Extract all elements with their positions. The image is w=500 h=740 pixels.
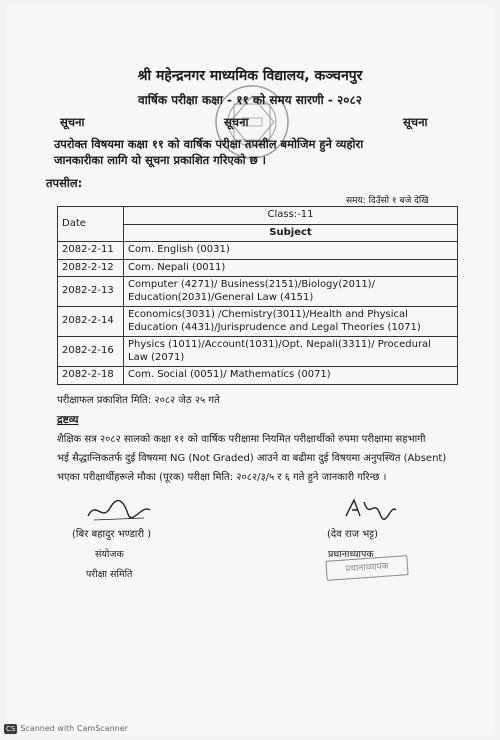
exam-timetable [57,206,458,385]
notice-label-left: सूचना [60,115,85,129]
notice-label-right: सूचना [403,115,428,129]
exam-subject: Physics (1011)/Account(1031)/Opt. Nepali(3311)/ Procedural Law (2071) [124,337,458,367]
note-heading: द्रष्टव्य [57,414,79,426]
intro-line-1: उपरोक्त विषयमा कक्षा ११ को वार्षिक परीक्षा तपसील बमोजिम हुने व्यहोरा [54,137,364,151]
coordinator-signature-icon [84,496,154,524]
table-row [58,367,458,385]
table-row [58,242,458,260]
exam-subject: Com. Social (0051)/ Mathematics (0071) [124,367,458,385]
subject-column-header: Subject [124,224,458,242]
class-header: Class:-11 [124,207,458,225]
notice-label-center: सूचना [224,115,249,129]
exam-date: 2082-2-18 [58,367,124,385]
exam-subject: Economics(3031) /Chemistry(3011)/Health and Physical Education (4431)/Jurisprudence and Legal Theories (1071) [124,307,458,337]
exam-schedule-title: वार्षिक परीक्षा कक्षा - ११ को समय सारणी - २०८२ [138,93,362,107]
principal-signature-icon [340,494,400,522]
exam-date: 2082-2-14 [58,307,124,337]
exam-subject: Com. English (0031) [124,242,458,260]
exam-date: 2082-2-16 [58,337,124,367]
date-column-header: Date [58,207,124,242]
exam-subject: Computer (4271)/ Business(2151)/Biology(2011)/ Education(2031)/General Law (4151) [124,277,458,307]
coordinator-role: संयोजक [95,549,124,560]
exam-subject: Com. Nepali (0011) [124,259,458,277]
table-row [58,337,458,367]
intro-line-2: जानकारीका लागि यो सूचना प्रकाशित गरिएको छ । [54,153,266,167]
note-line-2: भई सैद्धान्तिकतर्फ दुई विषयमा NG (Not Graded) आउने वा बढीमा दुई विषयमा अनुपस्थित (Absent) [57,453,447,464]
result-publish-date: परीक्षाफल प्रकाशित मिति: २०८२ जेठ २५ गते [57,395,220,406]
exam-date: 2082-2-13 [58,277,124,307]
scanner-watermark [4,724,128,734]
exam-date: 2082-2-12 [58,259,124,277]
principal-name: (देव राज भट्ट) [327,529,379,540]
exam-date: 2082-2-11 [58,242,124,260]
table-row [58,277,458,307]
table-row [58,259,458,277]
principal-stamp: प्रधानाध्यापक [325,555,408,581]
coordinator-name: (बिर बहादुर भण्डारी ) [72,529,152,540]
note-line-1: शैक्षिक सत्र २०८२ सालको कक्षा ११ को वार्षिक परीक्षामा नियमित परीक्षार्थीको रुपमा परीक्षामा सहभागी [57,434,426,445]
exam-time: समय: दिउँसो १ बजे देखि [346,196,429,206]
table-row [58,307,458,337]
exam-committee: परीक्षा समिति [86,569,133,580]
camscanner-logo-icon: CS [6,725,16,733]
note-line-3: भएका परीक्षार्थीहरूले मौका (पूरक) परीक्षा मिति: २०८२/३/५ र ६ गते हुने जानकारी गरिन्छ । [57,472,387,483]
school-name: श्री महेन्द्रनगर माध्यमिक विद्यालय, कञ्चनपुर [137,68,363,84]
principal-role: प्रधानाध्यापक [328,549,374,560]
details-label: तपसील: [46,176,83,190]
scanner-text: Scanned with CamScanner [20,724,128,733]
